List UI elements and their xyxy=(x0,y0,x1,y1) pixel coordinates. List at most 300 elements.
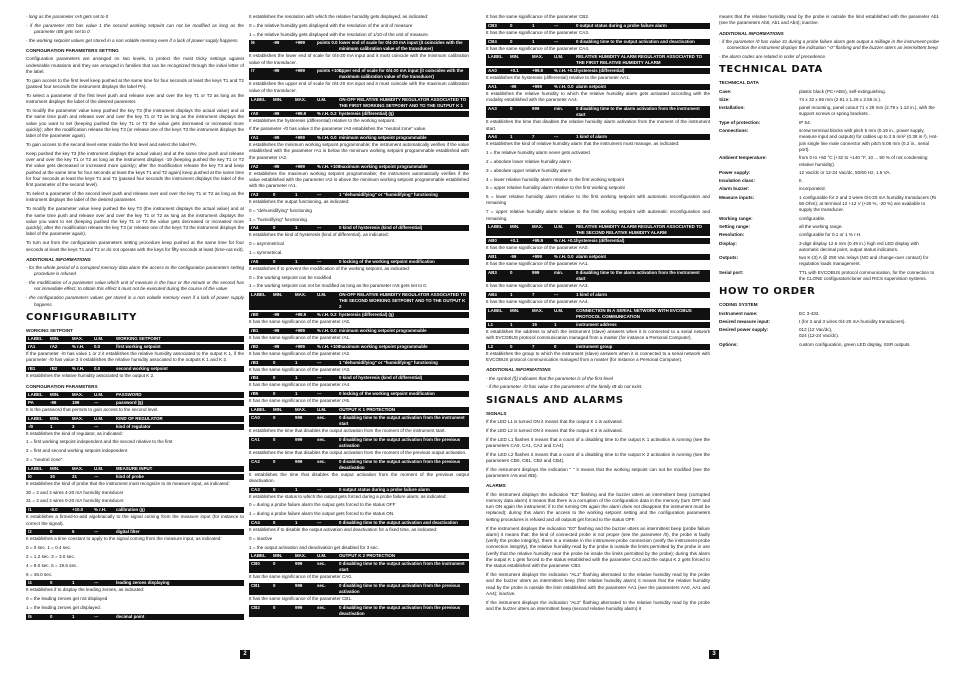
parameter-field: MAX. xyxy=(532,224,543,230)
parameter-label: rA3 xyxy=(251,191,259,197)
parameter-description: 0 locking of the working setpoint modification xyxy=(339,391,435,397)
option-item: 3 = absolute upper relative humidity alarm xyxy=(486,167,572,173)
parameter-field: 0.0 xyxy=(94,366,101,372)
parameter-header-bar xyxy=(249,292,469,310)
parameter-text: It establishes the relative humidity to which the relative humidity alarm gets activated according with the modality established with the parameter AA4. xyxy=(486,91,710,103)
parameter-header-bar xyxy=(486,68,710,74)
parameter-label: rB2 xyxy=(251,343,259,349)
parameter-field: 0 xyxy=(510,22,513,28)
parameter-label: CA4 xyxy=(251,519,260,525)
parameter-description: lower end of scale for 0/4-20 mA input (it coincides with the minimum calibration value of the transducer) xyxy=(339,40,463,52)
page-number-left: 2 xyxy=(240,650,250,659)
parameter-field: +999 xyxy=(295,135,305,141)
parameter-header-bar xyxy=(26,392,244,398)
parameter-text: It establishes the relative humidity associated to the output K 2. xyxy=(26,373,155,379)
option-item: 2 = first and second working setpoint independent xyxy=(26,448,128,454)
parameter-field: % r.H. 0.0 xyxy=(317,135,337,141)
parameter-field: -99 xyxy=(273,40,280,46)
parameter-text: It establishes the lower end of scale for 0/4-20 mA input and it must coincide with the minimum calibration value of the transducer. xyxy=(249,53,469,65)
parameter-label: rA2 xyxy=(251,163,259,169)
spec-row xyxy=(719,216,939,222)
parameter-text: It is the password that permits to gain access to the second level. xyxy=(26,406,159,412)
parameter-header-bar xyxy=(486,254,710,260)
paragraph: If the instrument displays the indication "AL2" flashing alternated to the relative humidity read by the probe and the buzzer utters an intermittent beep (second relative humidity alarm) it xyxy=(486,599,710,612)
parameter-field: 0 xyxy=(510,343,513,349)
option-item: 6 = 48.0 sec. xyxy=(26,571,53,577)
intro-list xyxy=(26,14,244,44)
spec-value: two K-(3) A @ 250 Vac relays (NO and change-over contact) for regulation loads management. xyxy=(799,255,929,267)
spec-value: IP 54. xyxy=(799,119,811,125)
parameter-description: leading zeroes displaying xyxy=(116,580,170,586)
parameter-header-bar xyxy=(26,366,244,372)
parameter-field: -9.0 xyxy=(50,507,58,513)
paragraph: To turn out from the configuration parameters setting procedure keep pushed at the same time for four seconds at least the keys T1 and T2 or do not operate with the keys for fifty seconds at least (time-out exit). xyxy=(26,240,244,252)
spec-value: all the working range. xyxy=(799,223,843,229)
paragraph: To gain access to the first level keep pushed at the same time for four seconds at least the keys T1 and T2 (passed four seconds the instrument displays the label PA). xyxy=(26,77,244,90)
option-item: 2 = 1.2 sec. 3 = 3.0 sec. xyxy=(26,553,76,559)
parameter-label: LABEL xyxy=(251,292,266,298)
parameter-label: /4 xyxy=(28,580,32,586)
parameter-label: /5 xyxy=(28,613,32,619)
parameter-field: 0 xyxy=(50,613,53,619)
paragraph: If the LED L1 flashes it means that a count of a disabling time to the output K 1 activation is running (see the parameters CA0, CA1, CA2 and CA4). xyxy=(486,436,710,448)
config-parameters-heading: CONFIGURATION PARAMETERS xyxy=(26,383,98,389)
parameter-field: 1 xyxy=(510,291,513,297)
parameter-field: points +100 xyxy=(317,68,342,74)
parameter-field: rB2 xyxy=(50,366,58,372)
parameter-field: MIN. xyxy=(510,54,520,60)
parameter-description: ON-OFF RELATIVE HUMIDITY REGULATOR ASSOCIATED TO THE SECOND WORKING SETPOINT AND TO THE OUTPUT K 2 xyxy=(339,292,467,310)
parameter-field: 0 xyxy=(273,375,276,381)
parameter-header-bar xyxy=(249,344,469,350)
parameter-label: LABEL xyxy=(251,96,266,102)
bullet-item: - the alarm codes are related in order of precedence. xyxy=(719,53,827,59)
column-4 xyxy=(719,14,939,662)
spec-value: from 0 to +60 °C (+32 to +140 °F, 10 ... 90 % of not condensing relative humidity). xyxy=(799,155,928,167)
parameter-text: It has the same significance of the parameter CA3. xyxy=(486,29,590,35)
parameter-field: +99.9 xyxy=(532,68,544,74)
parameter-header-bar xyxy=(249,583,469,595)
parameter-header-bar xyxy=(26,474,244,480)
option-item: 4 = lower relative humidity alarm relative to the first working setpoint xyxy=(486,176,624,182)
parameter-header-bar xyxy=(249,328,469,334)
parameter-field: min. xyxy=(554,106,564,112)
paragraph: Keep pushed the key T3 (the instrument displays the actual value) and at the same time push and release over and over the key T1 or T2 as long as the instrument displays -19 (keeping pushed the key T1 or T2 the value gets decreased or increased more quickly); after the modification release the key T3 and keep pushed at the same time for four seconds at least the keys T1 and T2 again) keep pushed at the same time for four seconds at least the keys T1 and T2 (passed four seconds the instrument displays the label of the first parameter of the second level). xyxy=(26,150,244,188)
paragraph: If the instrument displays the indication "AL1" flashing alternated to the relative humidity read by the probe and the buzzer utters an intermittent beep (first relative humidity alarm) it means that the relative humidity read by the probe is outside the limit established with the parameter AA1 (see the parameters AA0, AA1 and AA4); inactive. xyxy=(486,572,710,597)
parameter-field: MIN. xyxy=(273,553,283,559)
parameter-header-bar xyxy=(249,375,469,381)
spec-key: Setting range: xyxy=(719,223,750,229)
parameter-header-bar xyxy=(486,134,710,140)
option-item: 1 = "humidifying" functioning. xyxy=(249,216,309,222)
parameter-rows xyxy=(486,14,710,363)
parameter-field: 1 xyxy=(50,423,53,429)
spec-row xyxy=(719,241,939,254)
parameter-field: U.M. xyxy=(317,96,327,102)
parameter-field: 1 xyxy=(295,391,298,397)
spec-row xyxy=(719,255,939,268)
parameter-text: It establishes the time that disables the output activation from the moment of the instrument start. xyxy=(249,427,446,433)
option-item: 1 = first working setpoint independent and the second relative to the first xyxy=(26,439,173,445)
parameter-field: sec. xyxy=(317,414,326,420)
parameter-description: 0 disabling time to the output activation from the previous activation xyxy=(339,583,461,595)
parameter-field: % r.H. 0.0 xyxy=(554,84,574,90)
parameter-text: It establishes the time that disables the output activation from the moment of the previous output activation. xyxy=(249,449,467,455)
parameter-header-bar xyxy=(26,466,244,472)
parameter-description: decimal point xyxy=(116,613,145,619)
parameter-description: upper end of scale for 0/4-20 mA input (it coincides with the maximum calibration value of the transducer) xyxy=(339,68,464,80)
spec-key: Type of protection: xyxy=(719,119,761,125)
parameter-label: LABEL xyxy=(251,553,266,559)
parameter-field: 1 xyxy=(532,38,535,44)
parameter-label: /6 xyxy=(251,40,255,46)
parameter-field: --- xyxy=(317,225,322,231)
spec-key: Insulation class: xyxy=(719,178,755,184)
spec-row xyxy=(719,105,939,118)
parameter-header-bar xyxy=(26,400,244,406)
parameter-header-bar xyxy=(486,344,710,350)
parameter-header-bar xyxy=(486,308,710,320)
bullet-item: - if the parameter -/0 has value 3 the parameters of the family rB do not exist. xyxy=(486,384,643,390)
spec-row xyxy=(719,327,939,340)
spec-row xyxy=(719,97,939,103)
parameter-field: --- xyxy=(94,613,99,619)
parameter-field: 0 xyxy=(510,38,513,44)
parameter-field: 1 xyxy=(295,191,298,197)
spec-key: Outputs: xyxy=(719,255,739,261)
parameter-description: KIND OF REGULATOR xyxy=(116,415,163,421)
parameter-label: CA2 xyxy=(251,458,260,464)
parameter-field: 7 xyxy=(532,291,535,297)
parameter-header-bar xyxy=(249,391,469,397)
option-item: 1 = the leading zeroes get displayed. xyxy=(26,604,101,610)
parameter-field: +999 xyxy=(295,343,305,349)
parameter-field: U.M. xyxy=(317,553,327,559)
parameter-field: +999 xyxy=(295,163,305,169)
spec-value: custom configuration, green LED display, SSR outputs. xyxy=(799,341,911,347)
parameter-field: 0 xyxy=(273,414,276,420)
parameter-text: It establishes the upper end of scale for 0/4-20 mA input and it must coincide with the maximum calibration value of the transducer. xyxy=(249,81,469,93)
parameter-label: LABEL xyxy=(28,415,43,421)
parameter-text: It has the same significance of the parameter CB1. xyxy=(249,596,353,602)
parameter-description: password (§) xyxy=(116,399,144,405)
parameter-description: alarm setpoint xyxy=(576,254,607,260)
spec-value: configurable for 0.1 or 1 % r.H. xyxy=(799,232,862,238)
parameter-description: 1 "dehumidifying" or "humidifying" functioning xyxy=(339,359,438,365)
parameter-header-bar xyxy=(249,437,469,449)
parameter-label: LABEL xyxy=(28,465,43,471)
bullet-item: - long as the parameter rA5 gets set to 0 xyxy=(26,14,109,19)
parameter-description: WORKING SETPOINT xyxy=(116,336,161,342)
parameter-header-bar xyxy=(249,40,469,52)
parameter-header-bar xyxy=(249,68,469,80)
parameter-description: kind of probe xyxy=(116,473,144,479)
password-table-header xyxy=(26,392,244,398)
parameter-field: MIN. xyxy=(50,465,60,471)
signals-heading: SIGNALS xyxy=(486,410,507,416)
parameter-label: rB5 xyxy=(251,391,259,397)
parameter-header-bar xyxy=(249,192,469,198)
parameter-field: 1 xyxy=(510,321,513,327)
parameter-label: /7 xyxy=(251,68,255,74)
parameter-description: ON-OFF RELATIVE HUMIDITY REGULATOR ASSOCIATED TO THE FIRST WORKING SETPOINT AND TO THE OUTPUT K 1 xyxy=(339,96,467,108)
parameter-field: MAX. xyxy=(72,465,83,471)
parameter-field: --- xyxy=(94,423,99,429)
parameter-text: It establishes if to disable the output activation and deactivation for a fixed time, as indicated: xyxy=(249,526,438,532)
parameter-header-bar xyxy=(249,407,469,413)
parameter-field: U.M. xyxy=(94,465,104,471)
parameter-label: CA3 xyxy=(251,486,260,492)
option-item: 6 = lower relative humidity alarm relative to the first working setpoint with automatic reconfiguration and remaining xyxy=(486,194,710,206)
parameter-field: 999 xyxy=(295,436,303,442)
parameter-text: It establishes the hysteresis (differential) relative to the working setpoint. xyxy=(249,117,396,123)
parameter-header-bar xyxy=(249,487,469,493)
option-item: 0 = the working setpoint can be modified xyxy=(249,274,332,280)
parameter-field: --- xyxy=(554,38,559,44)
spec-row xyxy=(719,232,939,238)
parameter-label: AA0 xyxy=(488,68,497,74)
parameter-field: % r.H. 0.0 xyxy=(554,254,574,260)
parameter-field: --- xyxy=(554,291,559,297)
parameter-label: CB0 xyxy=(251,561,260,567)
column-2 xyxy=(249,14,469,662)
parameter-header-bar xyxy=(486,270,710,282)
parameter-field: 31 xyxy=(72,473,77,479)
parameter-text: It has the same significance of the parameter rA4. xyxy=(249,382,351,388)
option-item: 1 = during a probe failure alarm the output gets forced to the status ON. xyxy=(249,511,395,517)
parameter-header-bar xyxy=(249,415,469,427)
parameter-field: MIN. xyxy=(50,336,60,342)
order-specs xyxy=(719,311,939,348)
parameter-description: 0 disabling time to the alarm activation from the instrument start xyxy=(576,106,700,118)
parameter-description: maximum working setpoint programmable xyxy=(339,163,428,169)
parameter-field: 0 xyxy=(50,529,53,535)
parameter-description: 0 output status during a probe failure alarm xyxy=(339,486,430,492)
parameter-label: rA5 xyxy=(251,258,259,264)
option-item: 30 = 2 and 3 wires 4-20 mA humidity transducer xyxy=(26,489,124,495)
parameter-field: 15 xyxy=(532,321,537,327)
paragraph: If the LED L1 is turned ON it means that the output K 1 is activated. xyxy=(486,418,623,424)
parameter-header-bar xyxy=(486,224,710,236)
parameter-field: MAX. xyxy=(532,307,543,313)
parameter-description: maximum working setpoint programmable xyxy=(339,343,428,349)
parameter-text: It has the same significance of the parameter AA3. xyxy=(486,282,589,288)
parameter-header-bar xyxy=(486,23,710,29)
parameter-field: MAX. xyxy=(295,96,306,102)
parameter-field: MAX. xyxy=(295,406,306,412)
spec-value: screw terminal blocks with pitch 5 mm (0.19 in., power supply, measure input and outputs) for cables up to 2.5 mm² (0.38 in.²), Hot-join single line male connector with pitch 5.08 mm (0.2 in., serial port). xyxy=(799,128,938,152)
paragraph: If the instrument displays the indication " " it means that the working setpoint can not be modified (see the parameters rA5 and rB5). xyxy=(486,466,710,478)
bullet-item: - the configuration parameters values get stored in a non volatile memory even if a lack of power supply happens. xyxy=(26,295,244,307)
parameter-description: 0 disabling time to the output activation from the instrument start xyxy=(339,561,465,573)
parameter-field: 0.0 xyxy=(94,344,101,350)
paragraph: 1 = the relative humidity gets displayed with the resolution of 1/10 of the unit of measure. xyxy=(249,31,429,37)
spec-key: Display: xyxy=(719,240,737,246)
parameter-text: If the parameter -/0 has value 3 the parameter rA0 establishes the "neutral zone" value. xyxy=(249,126,427,132)
spec-row xyxy=(719,170,939,176)
technical-specs xyxy=(719,89,939,283)
parameter-field: 999 xyxy=(295,583,303,589)
parameter-label: rB0 xyxy=(251,312,259,318)
parameter-field: 0 xyxy=(273,519,276,525)
parameter-description: second working setpoint xyxy=(116,366,168,372)
parameter-description: instrument address xyxy=(576,321,617,327)
spec-row xyxy=(719,342,939,348)
parameter-header-bar xyxy=(486,322,710,328)
spec-key: Resolution: xyxy=(719,232,745,238)
parameter-label: rA1 xyxy=(28,344,36,350)
additional-info-heading: ADDITIONAL INFORMATIONS xyxy=(26,256,91,262)
parameter-header-bar xyxy=(249,164,469,170)
spec-value: plastic black (PC+ABS), self-extinguishing. xyxy=(799,88,886,94)
parameter-header-bar xyxy=(26,529,244,535)
parameter-field: +999 xyxy=(295,40,305,46)
bullet-item: - if the parameter rE0 has value 1 the second working setpoint can not be modified as long as the parameter rB5 gets set to 0 xyxy=(26,22,244,35)
parameter-text: It has the same significance of the parameter rA5. xyxy=(249,398,351,404)
parameter-field: 1 xyxy=(295,519,298,525)
parameter-field: 199 xyxy=(72,399,80,405)
option-item: 1 = the output activation and deactivation get disabled for 3 sec. xyxy=(249,544,379,550)
config-parameter-rows xyxy=(26,400,244,620)
paragraph: If the instrument displays the indication "E2" flashing and the buzzer utters an intermittent beep (corrupted memory data alarm) it means that there is a corruption of the configuration data in the memory (turn OFF and turn ON again the instrument: if to the turning ON again the alarm does not disappear the instrument must be replaced); during this alarm the access to the working setpoint setting and the configuration parameters setting procedures is refused and all outputs get forced to the status OFF. xyxy=(486,491,710,522)
parameter-text: It establishes if to display the leading zeroes, as indicated: xyxy=(26,587,145,593)
parameter-description: 0 disabling time to the alarm activation from the instrument start xyxy=(576,269,700,281)
parameter-field: +99.9 xyxy=(532,238,544,244)
parameter-label: rB1 xyxy=(28,366,36,372)
parameter-label: AA4 xyxy=(488,134,497,140)
spec-value: TTL with EVCOBUS protocol communication, for the connection to the CLONE configurator/cloner and RICS supervision systems. xyxy=(799,269,935,281)
parameter-header-bar xyxy=(486,54,710,66)
option-item: 0 = 0 sec. 1 = 0.4 sec. xyxy=(26,545,72,551)
parameter-field: --- xyxy=(317,391,322,397)
parameter-field: MIN. xyxy=(273,406,283,412)
option-item: 31 = 2 and 3 wires 0-20 mA humidity transducer. xyxy=(26,498,125,504)
parameter-text: It establishes the kind of hysteresis (kind of differential), as indicated: xyxy=(249,232,389,238)
parameter-label: AB1 xyxy=(488,254,497,260)
spec-key: Alarm buzzer: xyxy=(719,186,750,192)
parameter-field: 0 xyxy=(510,106,513,112)
parameter-field: --- xyxy=(554,22,559,28)
parameter-field: sec. xyxy=(317,561,326,567)
parameter-field: U.M. xyxy=(317,292,327,298)
parameter-text: It has the same significance of the parameter rA3. xyxy=(249,366,351,372)
parameter-label: LABEL xyxy=(251,406,266,412)
parameter-field: MAX. xyxy=(72,336,83,342)
parameter-field: U.M. xyxy=(94,336,104,342)
parameter-text: It has the same significance of the parameter CA0. xyxy=(249,574,353,580)
parameter-field: 0 xyxy=(273,436,276,442)
parameter-label: LABEL xyxy=(28,336,43,342)
parameter-text: It has the same significance of the parameter rA2. xyxy=(249,350,351,356)
parameter-description: calibration (§) xyxy=(116,507,145,513)
additional-info-list xyxy=(719,39,939,60)
parameter-field: -99 xyxy=(273,343,280,349)
spec-value: I (for 2 and 3 wires 0/4-20 mA humidity transducers). xyxy=(799,318,906,324)
parameter-field: --- xyxy=(94,473,99,479)
spec-row xyxy=(719,186,939,192)
setpoint-rows xyxy=(26,344,244,379)
parameter-label: CB4 xyxy=(488,38,497,44)
parameter-label: AB0 xyxy=(488,238,497,244)
parameter-description: 0 output status during a probe failure alarm xyxy=(576,22,667,28)
parameter-header-bar xyxy=(486,106,710,118)
spec-value: 3-digit display 12.5 mm (0.49 in.) high red LED display with automatic decimal point, output status indicators. xyxy=(799,240,919,252)
parameter-header-bar xyxy=(26,344,244,350)
parameter-label: rA1 xyxy=(251,135,259,141)
parameter-field: MAX. xyxy=(295,553,306,559)
signals-alarms-title: SIGNALS AND ALARMS xyxy=(486,394,624,406)
parameter-text: It establishes the time that disables the output activation from the moment of the previous output deactivation. xyxy=(249,471,469,483)
parameter-field: +999 xyxy=(295,327,305,333)
parameter-field: 0 xyxy=(273,258,276,264)
parameter-field: 1 xyxy=(295,225,298,231)
parameter-label: AB3 xyxy=(488,269,497,275)
parameter-field: U.M. xyxy=(554,54,564,60)
parameter-text: It establishes a time constant to apply to the signal coming from the measure input, as indicated: xyxy=(26,536,222,542)
parameter-field: MAX. xyxy=(72,415,83,421)
parameter-field: 999 xyxy=(295,561,303,567)
parameter-field: 0 xyxy=(273,359,276,365)
parameter-description: minimum working setpoint programmable xyxy=(339,327,427,333)
parameter-text: It establishes the address to which the instrument (slave) answers when it is connected to a serial network with EVCOBUS protocol communication managed from a master (for instance a Personal Computer). xyxy=(486,328,710,340)
parameter-field: % r.H. +100 xyxy=(317,343,341,349)
parameter-field: -99 xyxy=(273,110,280,116)
spec-row xyxy=(719,155,939,168)
parameter-header-bar xyxy=(249,553,469,559)
parameter-text: It has the same significance of the parameter AA1. xyxy=(486,261,589,267)
parameter-label: -/0 xyxy=(28,423,34,429)
parameter-description: alarm setpoint xyxy=(576,84,607,90)
parameter-label: /0 xyxy=(28,473,32,479)
parameter-header-bar xyxy=(249,135,469,141)
parameter-description: 0 disabling time to the output activation and deactivation xyxy=(576,38,695,44)
parameter-header-bar xyxy=(249,259,469,265)
parameter-field: 1 xyxy=(295,486,298,492)
paragraph: To select a parameter of the first level push and release over and over the key T1 or T2 as long as the instrument displays the label of the desired parameter. xyxy=(26,92,244,105)
parameter-field: -99 xyxy=(510,84,517,90)
paragraph: Configuration parameters are arranged on two levels, to protect the most tricky settings against undesirable mutations and they are arranged in families that can be recognized through the initial letter of the label. xyxy=(26,56,244,75)
parameter-field: 1 xyxy=(72,580,75,586)
parameter-header-bar xyxy=(249,97,469,109)
parameter-text: It establishes the output functioning, as indicated: xyxy=(249,198,350,204)
parameter-field: +999 xyxy=(532,84,542,90)
paragraph: To select a parameter of the second level push and release over and over the key T1 or T2 as long as the instrument displays the label of the desired parameter. xyxy=(26,191,244,203)
parameter-description: PASSWORD xyxy=(116,391,142,397)
paragraph: To modify the parameter value keep pushed the key T3 (the instrument displays the actual value) and at the same time push and release over and over the key T1 or T2 as long as the instrument displays the value you want to set (keeping pushed the key T1 or T2 the value gets decreased or increased more quickly); after the modification release the key T3 (or release one of the keys T3 the instrument displays the label of the parameter again). xyxy=(26,108,244,139)
parameter-label: LABEL xyxy=(28,391,43,397)
parameter-text: It establishes the maximum working setpoint programmable; the instrument automatically verifies if the value established with the parameter rA2 is above the minimum working setpoint programmable established with the parameter rA1. xyxy=(249,170,469,189)
parameter-label: rB4 xyxy=(251,375,259,381)
spec-row xyxy=(719,224,939,230)
parameter-description: hysteresis (differential) xyxy=(576,238,625,244)
parameter-field: +0.1 xyxy=(510,68,519,74)
parameter-label: CA1 xyxy=(251,436,260,442)
alarms-text xyxy=(486,492,710,613)
parameter-field: 1 xyxy=(532,22,535,28)
parameter-description: 0 locking of the working setpoint modification xyxy=(339,258,435,264)
parameter-field: rA2 xyxy=(50,344,58,350)
spec-key: Serial port: xyxy=(719,269,744,275)
alarm-continuation: means that the relative humidity read by the probe is outside the limit established with the parameter Ab1 (see the parameters Ab0, Ab1 and Ab4); inactive. xyxy=(719,14,939,26)
parameter-description: RELATIVE HUMIDITY ALARM REGULATOR ASSOCIATED TO THE FIRST RELATIVE HUMIDITY ALARM xyxy=(576,54,703,66)
parameter-field: --- xyxy=(94,399,99,405)
parameter-text: It establishes if to prevent the modification of the working setpoint, as indicated: xyxy=(249,265,411,271)
parameter-field: +99.9 xyxy=(295,312,307,318)
paragraph: If the LED L2 is turned ON it means that the output K 2 is activated. xyxy=(486,427,623,433)
option-item: 4 = 8.0 sec. 5 = 19.6 sec. xyxy=(26,562,78,568)
parameter-field: 7 xyxy=(532,134,535,140)
parameter-field: points 0.0 xyxy=(317,40,338,46)
